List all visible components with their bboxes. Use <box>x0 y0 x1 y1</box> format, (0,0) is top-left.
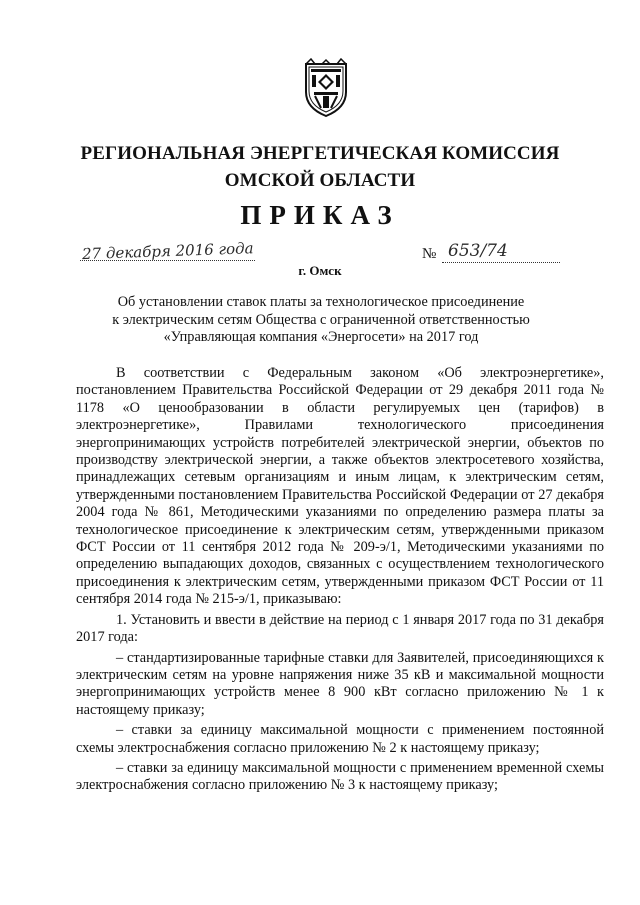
subject-line-2: к электрическим сетям Общества с ограниченной ответственностью <box>112 311 530 328</box>
city-label: г. Омск <box>298 263 342 278</box>
subject-line-3: «Управляющая компания «Энергосети» на 2017 год <box>163 329 479 345</box>
clause-1: 1. Установить и ввести в действие на период с 1 января 2017 года по 31 декабря 2017 года: <box>76 611 604 646</box>
org-line-1: РЕГИОНАЛЬНАЯ ЭНЕРГЕТИЧЕСКАЯ КОМИССИЯ <box>80 143 560 164</box>
preamble-paragraph: В соответствии с Федеральным законом «Об электроэнергетике», постановлением Правительства Российской Федерации от 29 декабря 2011 года № 1178 «О ценообразовании в области регулируемых цен (тарифов) в электроэнергетике», Правилами технологического присоединения энергопринимающих устройств потребителей электрической энергии, объектов по производству электрической энергии, а также объектов электросетевого хозяйства, принадлежащих сетевым организациям и иным лицам, к электрическим сетям, утвержденными постановлением Правительства Российской Федерации от 27 декабря 2004 года № 861, Методическими указаниями по определению размера платы за технологическое присоединение к электрическим сетям, утвержденными приказом ФСТ России от 11 сентября 2012 года № 209-э/1, Методическими указаниями по определению выпадающих доходов, связанных с осуществлением технологического присоединения к электрическим сетям, утвержденными приказом ФСТ России от 11 сентября 2014 года № 215-э/1, приказываю: <box>76 365 604 608</box>
clause-1-bullet-2: – ставки за единицу максимальной мощности с применением постоянной схемы электроснабжения согласно приложению № 2 к настоящему приказу; <box>76 722 604 756</box>
date-underline <box>80 260 255 262</box>
number-label: № <box>422 246 437 262</box>
document-type-title: ПРИКАЗ <box>240 200 400 230</box>
clause-1-bullet-3: – ставки за единицу максимальной мощности с применением временной схемы электроснабжения согласно приложению № 3 к настоящему приказу; <box>76 759 604 794</box>
subject-line-1: Об установлении ставок платы за технологическое присоединение <box>117 294 525 310</box>
issuing-organization <box>0 140 640 194</box>
handwritten-date: 27 декабря 2016 года <box>81 239 254 264</box>
coat-of-arms-icon <box>303 58 349 118</box>
clause-1-bullet-1: – стандартизированные тарифные ставки для Заявителей, присоединяющихся к электрическим сетям на уровне напряжения ниже 35 кВ и максимальной мощности энергопринимающих устройств менее 8 900 кВт согласно приложению № 1 к настоящему приказу; <box>76 649 604 718</box>
handwritten-number: 653/74 <box>448 241 508 261</box>
order-body <box>76 365 604 795</box>
org-line-2: ОМСКОЙ ОБЛАСТИ <box>224 170 416 191</box>
order-subject <box>90 294 552 347</box>
